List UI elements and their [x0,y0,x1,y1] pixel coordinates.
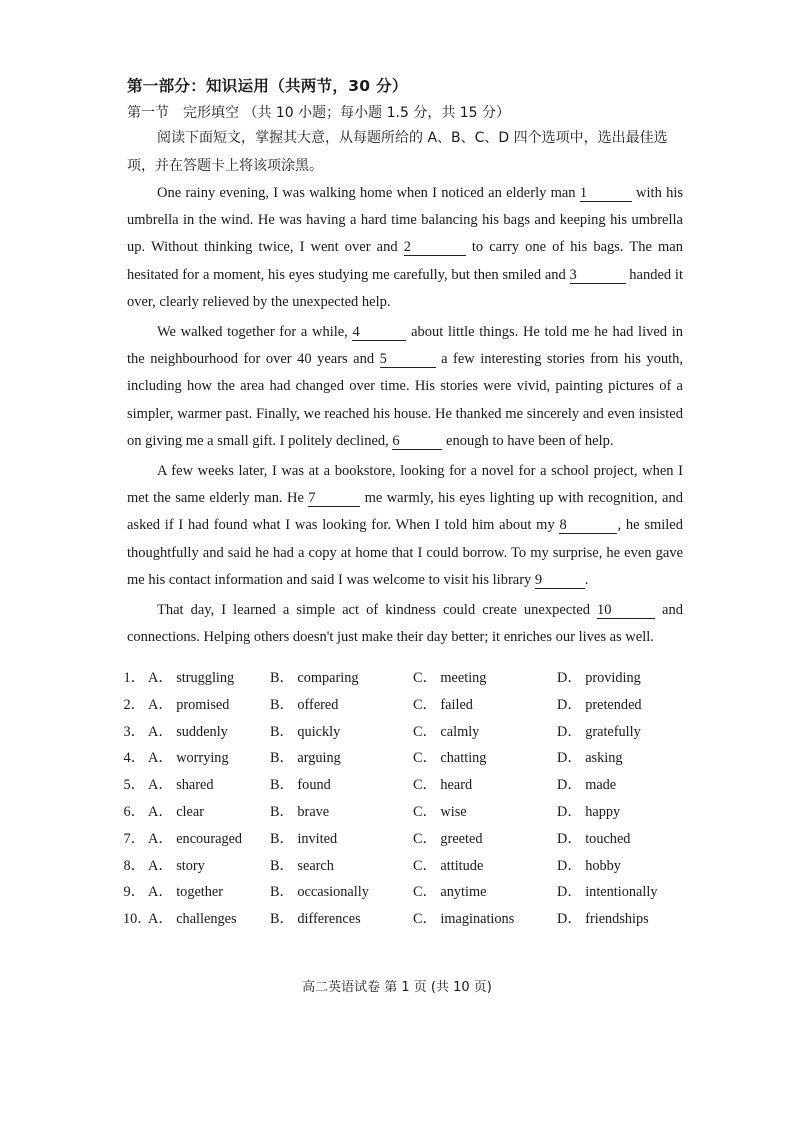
option-c: C． calmly [413,723,480,740]
section-title [127,102,510,122]
option-b: B． occasionally [270,884,369,901]
option-row-1 [123,664,683,691]
cloze-passage [127,180,683,654]
option-b: B． offered [270,696,339,713]
question-number: 8． [123,857,145,874]
option-a: A． shared [148,777,214,794]
passage-text: with his umbrella in the wind. He was having a hard time balancing his bags and keeping his umbrella up. Without thinking twice, I went over and [127,185,684,256]
option-a: A． clear [148,803,204,820]
option-d: D． providing [557,670,641,686]
option-d: D． made [557,777,617,794]
option-d: D． gratefully [557,723,641,740]
option-row-6 [123,798,683,825]
option-a: A． suddenly [148,723,228,740]
passage-text: One rainy evening, I was walking home when I noticed an elderly man [157,185,580,201]
passage-text: me warmly, his eyes lighting up with recognition, and asked if I had found what I was looking for. When I told him about my [127,490,683,534]
question-number: 10． [123,911,152,928]
page-footer: 高二英语试卷 第 1 页 (共 10 页) [302,980,492,995]
option-b: B． comparing [270,670,359,686]
option-c: C． chatting [413,750,487,767]
option-c: C． imaginations [413,911,515,928]
passage-text: We walked together for a while, [157,324,353,341]
option-b: B． search [270,857,334,874]
option-a: A． encouraged [148,830,243,847]
question-number: 7． [123,830,145,847]
option-b: B． brave [270,803,330,820]
blank-1: 1 [580,185,632,202]
option-d: D． intentionally [557,884,658,901]
question-number: 4． [123,750,145,767]
passage-text: handed it over, clearly relieved by the unexpected help. [127,266,683,310]
passage-text: about little things. He told me he had lived in the neighbourhood for over 40 years and [127,324,683,368]
option-b: B． quickly [270,723,341,740]
passage-text: enough to have been of help. [442,432,614,449]
paragraph-3 [127,458,683,594]
question-number: 1． [123,670,145,686]
option-d: D． happy [557,803,621,820]
instructions: 阅读下面短文，掌握其大意，从每题所给的 A、B、C、D 四个选项中，选出最佳选项，并在答题卡上将该项涂黑。 [127,130,668,174]
option-row-4 [123,744,683,771]
blank-8: 8 [559,517,617,534]
passage-text: A few weeks later, I was at a bookstore, looking for a novel for a school project, when I met the same elderly man. He [127,463,683,507]
option-c: C． attitude [413,857,484,874]
paragraph-1 [127,180,683,316]
option-b: B． differences [270,911,361,928]
section-description: 完形填空 （共 10 小题；每小题 1.5 分，共 15 分） [183,105,511,121]
option-c: C． wise [413,803,467,820]
question-number: 6． [123,803,145,820]
passage-text: That day, I learned a simple act of kindness could create unexpected [157,602,597,619]
passage-text: . [584,571,589,588]
option-row-10 [123,905,683,932]
answer-options [123,664,683,932]
option-c: C． anytime [413,884,487,901]
option-row-2 [123,691,683,718]
option-c: C． meeting [413,670,487,686]
blank-10: 10 [597,602,655,619]
option-row-7 [123,825,683,852]
option-a: A． challenges [148,911,237,928]
option-b: B． found [270,777,331,794]
option-b: B． invited [270,830,338,847]
option-c: C． greeted [413,830,483,847]
question-number: 9． [123,884,145,901]
option-d: D． asking [557,750,623,767]
option-b: B． arguing [270,750,341,767]
blank-2: 2 [404,239,466,256]
paragraph-4 [127,597,683,651]
option-a: A． worrying [148,750,229,767]
option-d: D． touched [557,830,631,847]
blank-5: 5 [380,351,436,368]
option-d: D． friendships [557,911,649,928]
option-row-5 [123,771,683,798]
blank-6: 6 [392,433,442,450]
passage-text: , he smiled thoughtfully and said he had a copy at home that I could borrow. To my surprise, he even gave me his contact information and said I was welcome to visit his library [127,517,683,588]
blank-9: 9 [535,572,585,589]
option-a: A． together [148,884,224,901]
option-a: A． struggling [148,670,235,686]
paragraph-2 [127,319,683,455]
option-row-8 [123,852,683,879]
section-name: 第一节 [127,105,169,121]
option-a: A． promised [148,696,230,713]
option-d: D． pretended [557,696,642,713]
option-d: D． hobby [557,857,621,874]
question-number: 2． [123,696,145,713]
option-row-9 [123,878,683,905]
blank-4: 4 [352,324,406,341]
blank-3: 3 [570,267,626,284]
question-number: 3． [123,723,145,740]
option-c: C． heard [413,777,473,794]
option-row-3 [123,718,683,745]
part-title: 第一部分：知识运用（共两节，30 分） [127,77,408,95]
passage-text: to carry one of his bags. The man hesitated for a moment, his eyes studying me carefully, but then smiled and [127,239,683,283]
blank-7: 7 [308,490,360,507]
passage-text: a few interesting stories from his youth, including how the area had changed over time. His stories were vivid, painting pictures of a simpler, warmer past. Finally, we reached his house. He thanked me sincerely and even insisted on giving me a small gift. I politely declined, [127,351,683,449]
option-a: A． story [148,857,205,874]
option-c: C． failed [413,696,473,713]
passage-text: and connections. Helping others doesn't just make their day better; it enriches our lives as well. [127,602,683,646]
question-number: 5． [123,777,145,794]
